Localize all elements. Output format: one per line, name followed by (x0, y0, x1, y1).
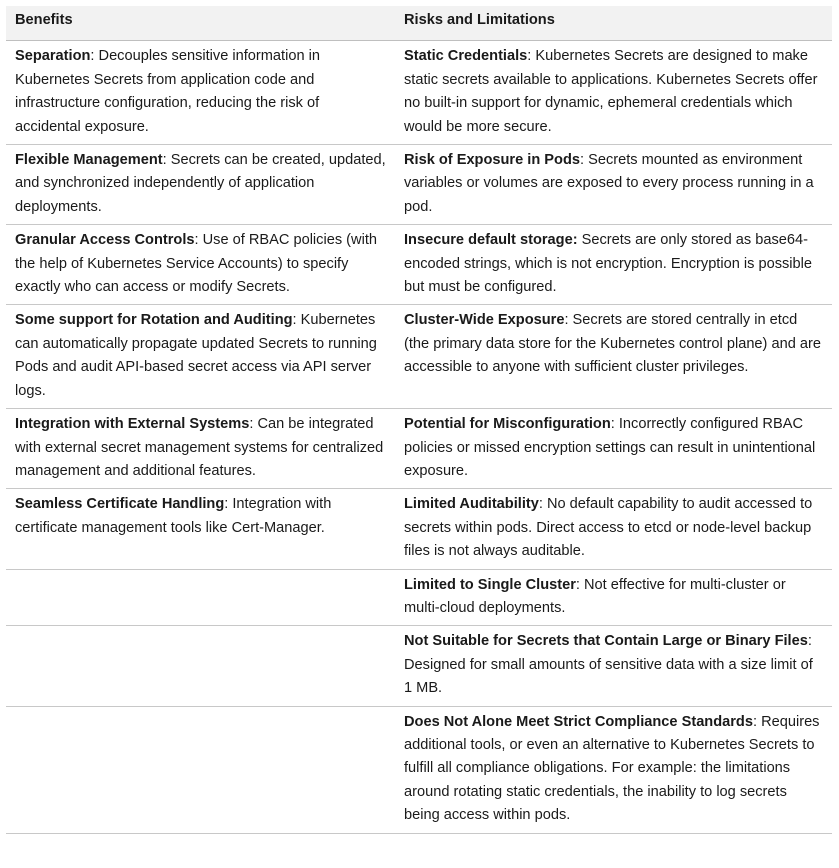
risk-text: Requires additional tools, or even an alternative to Kubernetes Secrets to fulfill all compliance obligations. For example: the limitations around rotating static credentials, the inability to log secrets being access within pods. (404, 713, 820, 824)
risk-text: Secrets are only stored as base64-encoded strings, which is not encryption. Encryption is possible but must be configured. (404, 232, 813, 296)
benefit-separator: : (224, 496, 233, 513)
benefit-text: Use of RBAC policies (with the help of Kubernetes Service Accounts) to specify exactly who can access or modify Secrets. (15, 232, 377, 296)
risk-separator: : (579, 152, 589, 169)
table-row (6, 225, 832, 305)
risk-cell (395, 489, 832, 569)
benefit-term: Integration with External Systems (15, 416, 250, 433)
benefit-separator: : (162, 152, 171, 169)
risk-term: Static Credentials (404, 48, 528, 65)
benefit-cell-empty (6, 626, 395, 706)
risk-separator: : (527, 48, 536, 65)
header-benefits: Benefits (6, 6, 395, 41)
risk-cell (395, 225, 832, 305)
table-row (6, 626, 832, 706)
risk-separator: : (538, 496, 547, 513)
risk-term: Not Suitable for Secrets that Contain Large or Binary Files (404, 633, 808, 650)
benefit-separator: : (90, 48, 99, 65)
benefit-text: Secrets can be created, updated, and synchronized independently of application deployments. (15, 152, 386, 215)
table-row (6, 569, 832, 626)
risk-term: Potential for Misconfiguration (404, 416, 611, 433)
risk-term: Does Not Alone Meet Strict Compliance Standards (404, 713, 753, 730)
risk-text: Designed for small amounts of sensitive data with a size limit of 1 MB. (404, 656, 813, 697)
benefit-text: Kubernetes can automatically propagate updated Secrets to running Pods and audit API-based secret access via API server logs. (15, 312, 377, 399)
risk-text: Kubernetes Secrets are designed to make static secrets available to applications. Kubernetes Secrets offer no built-in support for dynamic, ephemeral credentials which would be more secure. (404, 48, 818, 135)
benefit-cell (6, 41, 395, 145)
risk-text: Incorrectly configured RBAC policies or missed encryption settings can result in unintentional exposure. (404, 416, 816, 479)
benefit-cell-empty (6, 569, 395, 626)
risk-text: Not effective for multi-cluster or multi-cloud deployments. (404, 576, 786, 616)
benefit-term: Separation (15, 48, 91, 65)
risk-separator: : (575, 576, 585, 593)
benefit-cell (6, 225, 395, 305)
risk-cell (395, 305, 832, 409)
benefit-term: Seamless Certificate Handling (15, 496, 225, 513)
risk-separator: : (564, 312, 573, 329)
risk-term: Cluster-Wide Exposure (404, 312, 565, 329)
table-row (6, 706, 832, 833)
risk-term: Risk of Exposure in Pods (404, 152, 580, 169)
benefit-text: Decouples sensitive information in Kubernetes Secrets from application code and infrastructure configuration, reducing the risk of accidental exposure. (15, 48, 320, 135)
risk-cell (395, 41, 832, 145)
benefit-separator: : (249, 416, 258, 433)
table-row (6, 145, 832, 225)
risk-term: Limited Auditability (404, 496, 539, 513)
benefit-text: Integration with certificate management tools like Cert-Manager. (15, 496, 332, 536)
risk-cell (395, 569, 832, 626)
table-row (6, 489, 832, 569)
table-row (6, 305, 832, 409)
benefit-term: Some support for Rotation and Auditing (15, 312, 293, 329)
risk-text: Secrets mounted as environment variables or volumes are exposed to every process running in a pod. (404, 152, 814, 215)
benefit-cell (6, 305, 395, 409)
benefit-text: Can be integrated with external secret management systems for centralized management and additional features. (15, 416, 384, 479)
risk-text: Secrets are stored centrally in etcd (the primary data store for the Kubernetes control plane) and are accessible to anyone with sufficient cluster privileges. (404, 312, 821, 376)
risk-term: Insecure default storage: (404, 232, 578, 249)
benefit-separator: : (292, 312, 301, 329)
benefits-risks-table (6, 6, 832, 834)
header-risks: Risks and Limitations (395, 6, 832, 41)
risk-separator: : (752, 713, 762, 730)
table-row (6, 41, 832, 145)
risk-cell (395, 626, 832, 706)
benefit-cell (6, 409, 395, 489)
risk-term: Limited to Single Cluster (404, 576, 576, 593)
risk-cell (395, 145, 832, 225)
table-row (6, 409, 832, 489)
risk-separator: : (610, 416, 619, 433)
benefit-cell-empty (6, 706, 395, 833)
benefit-term: Flexible Management (15, 152, 163, 169)
benefit-term: Granular Access Controls (15, 232, 195, 249)
benefit-cell (6, 145, 395, 225)
risk-cell (395, 706, 832, 833)
benefit-cell (6, 489, 395, 569)
benefit-separator: : (194, 232, 203, 249)
risk-text: No default capability to audit accessed to secrets within pods. Direct access to etcd or node-level backup files is not always auditable. (404, 496, 813, 560)
risk-separator: : (807, 633, 812, 650)
header-row (6, 6, 832, 41)
risk-cell (395, 409, 832, 489)
